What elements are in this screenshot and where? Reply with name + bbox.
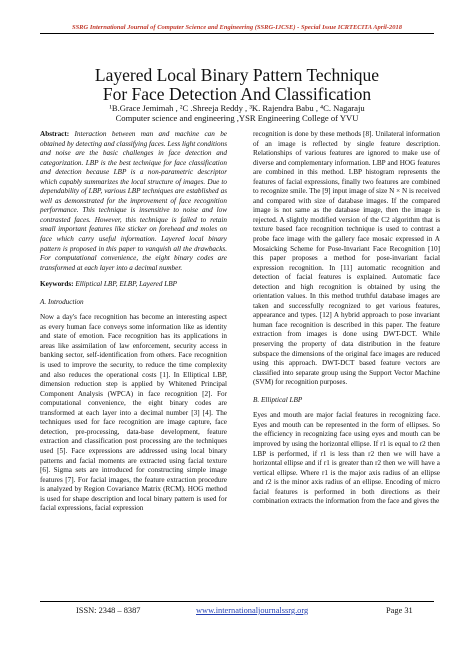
elliptical-lbp-text: Eyes and mouth are major facial features in recognizing face. Eyes and mouth can be represented in the form of ellipses. So the efficiency in recognizing face using eyes and mouth can be improved by using the horizontal ellipse. If r1 is equal to r2 then LBP is performed, if r1 is less than r2 then we will have a horizontal ellipse and if r1 is greater than r2 then we will have a vertical ellipse. Where r1 is the major axis radius of an ellipse and r2 is the minor axis radius of an ellipse. Encoding of micro facial features is performed in both directions as their combination extracts the information from the face and gives the [253, 411, 440, 506]
header-rule [40, 33, 434, 34]
affiliation-line: Computer science and engineering ,YSR Engineering College of YVU [115, 113, 359, 123]
footer-rule [40, 601, 434, 602]
section-heading-elliptical-lbp: B. Elliptical LBP [253, 395, 303, 404]
abstract [40, 130, 227, 273]
paper-title [40, 66, 434, 104]
title-line-2: For Face Detection And Classification [102, 84, 372, 104]
journal-header: SSRG International Journal of Computer Science and Engineering (SSRG-IJCSE) - Special Issue ICRTECITA April-2018 [71, 24, 403, 31]
author-block [40, 103, 434, 123]
body-text-continued: recognition is done by these methods [8]. Unilateral information of an image is reflected by single feature description. Relationships of various features are ignored to make use of diverse and complementary information. LBP and HOG features are combined in this method. LBP histogram represents the features of facial expressions, finally two features are combined to recognize smile. The [9] input image of size N × N is received and compared with size of database images. If the compared image is not same as the database image, then the image is rejected. A slightly modified version of the C2 algorithm that is texture based face recognition technique is used to contrast a probe face image with the gallery face mosaic expressed in A Mosaicking Scheme for Pose-Invariant Face Recognition [10] this paper proposes a method for pose-invariant facial expression recognition. In [11] automatic recognition and detection of facial features is explained. Automatic face detection and high recognition is obtained by using the orientation values. In this method truthful database images are taken and successfully recognized to get various features, appearance and types. [12] A hybrid approach to pose invariant human face recognition is described in this paper. The feature extraction from images is done using DWT-DCT. While preserving the property of data distribution in the feature subspace the dimensions of the original face images are reduced using this approach. DWT-DCT based feature vectors are classified into separate group using the Support Vector Machine (SVM) for recognition purposes. [253, 130, 440, 387]
left-column [40, 130, 227, 514]
keywords [40, 280, 227, 290]
section-heading-introduction: A. Introduction [40, 297, 84, 306]
footer-page-number: Page 31 [386, 606, 413, 615]
abstract-text: Interaction between man and machine can be obtained by detecting and classifying faces. Less light conditions and noise are the basic challenges in face detection and categorization. LBP is the best technique for face classification and detection because LBP is a non-parametric descriptor which capably summarizes the local structure of images. Due to dependability of LBP, various LBP techniques are established as well as demonstrated for the improvement of face recognition performance. This technique is insensitive to noise and low contrasted faces. However, this technique is failed to retain small important features like sticker on forehead and moles on face which carry useful information. Layered local binary pattern is proposed in this paper to vanquish all the drawbacks. For computational convenience, the eight binary codes are transformed at each layer into a decimal number. [40, 130, 227, 272]
keywords-label: Keywords: [40, 280, 74, 289]
footer-url-link[interactable]: www.internationaljournalssrg.org [196, 606, 309, 615]
right-column [253, 130, 440, 507]
authors-line: ¹B.Grace Jemimah , ²C .Shreeja Reddy , ³K. Rajendra Babu , ⁴C. Nagaraju [109, 103, 365, 113]
footer-issn: ISSN: 2348 – 8387 [76, 606, 141, 615]
title-line-1: Layered Local Binary Pattern Technique [94, 65, 380, 85]
keywords-text: Elliptical LBP, ELBP, Layered LBP [73, 280, 178, 289]
introduction-text: Now a day's face recognition has become an interesting aspect as every human face conveys some information like as identity and state of emotion. Face recognition has its applications in areas like assimilation of law enforcement, security access in banking sector, self-identification from others. Face recognition is used to improve the security, to reduce the time complexity and also reduces the operational costs [1]. In Elliptical LBP, dimension reduction step is applied by Whitened Principal Component Analysis (WPCA) in face recognition [2]. For computational convenience, the eight binary codes are transformed at each layer into a decimal number [3] [4]. The techniques used for face recognition are image capture, face detection, pre-processing, data-base development, feature extraction and classification post processing are the techniques used [5]. Face expressions are addressed using local binary patterns and facial moments are extracted using facial texture [6]. Sigma sets are introduced for constructing simple image features [7]. For facial images, the feature extraction procedure is analyzed by Region Covariance Matrix (RCM). HOG method is used for shape description and local binary pattern is used for facial expressions, facial expression [40, 313, 227, 513]
abstract-label: Abstract: [40, 130, 70, 138]
